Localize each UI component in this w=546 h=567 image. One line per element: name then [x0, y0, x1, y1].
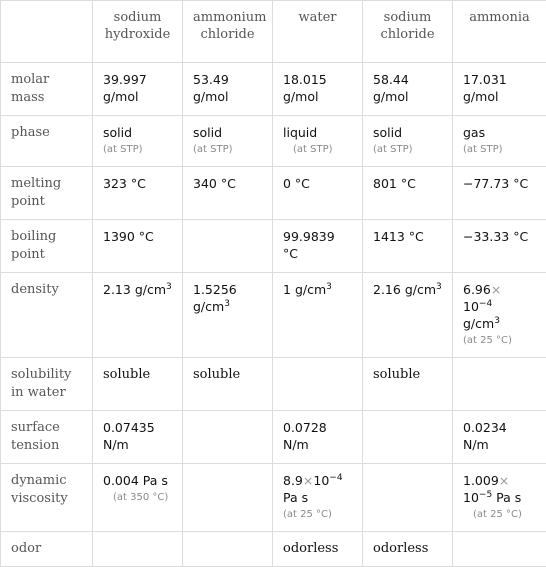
- unit-exponent: 3: [436, 282, 442, 292]
- condition-note: (at STP): [103, 142, 172, 158]
- table-cell: [363, 116, 453, 167]
- table-cell: [183, 273, 273, 358]
- unit: g/cm: [135, 282, 166, 297]
- power-base: 10: [463, 299, 479, 314]
- cell-value: solid: [193, 125, 222, 140]
- table-cell: odorless: [363, 532, 453, 567]
- unit-exponent: 3: [326, 282, 332, 292]
- table-cell: [183, 464, 273, 532]
- unit: Pa s: [283, 490, 308, 505]
- table-cell: [363, 464, 453, 532]
- table-cell: [273, 116, 363, 167]
- cell-value: 8.9: [283, 473, 303, 488]
- row-label: phase: [1, 116, 93, 167]
- column-header-sodium-hydroxide: sodium hydroxide: [93, 1, 183, 63]
- unit: g/cm: [193, 299, 224, 314]
- unit-exponent: 3: [166, 282, 172, 292]
- table-cell: [453, 464, 546, 532]
- column-header-water: water: [273, 1, 363, 63]
- condition-note: (at STP): [283, 142, 352, 158]
- column-header-sodium-chloride: sodium chloride: [363, 1, 453, 63]
- table-cell: 0.0234 N/m: [453, 411, 546, 464]
- unit: g/cm: [463, 316, 494, 331]
- table-cell: −33.33 °C: [453, 220, 546, 273]
- row-label: melting point: [1, 167, 93, 220]
- column-header-ammonium-chloride: ammonium chloride: [183, 1, 273, 63]
- table-cell: 340 °C: [183, 167, 273, 220]
- table-cell: 1413 °C: [363, 220, 453, 273]
- table-row-melting-point: [1, 167, 546, 220]
- row-label: odor: [1, 532, 93, 567]
- corner-cell: [1, 1, 93, 63]
- row-label: molar mass: [1, 63, 93, 116]
- condition-note: (at 350 °C): [103, 490, 172, 506]
- table-row-solubility: [1, 358, 546, 411]
- cell-value: 1.009: [463, 473, 499, 488]
- power-base: 10: [463, 490, 479, 505]
- table-cell: [453, 273, 546, 358]
- cell-value: 0.004 Pa s: [103, 473, 168, 488]
- table-cell: 801 °C: [363, 167, 453, 220]
- cell-value: 1: [283, 282, 291, 297]
- table-cell: −77.73 °C: [453, 167, 546, 220]
- table-cell: [453, 358, 546, 411]
- condition-note: (at STP): [373, 142, 442, 158]
- table-cell: 1390 °C: [93, 220, 183, 273]
- table-row-odor: [1, 532, 546, 567]
- table-cell: 58.44 g/mol: [363, 63, 453, 116]
- condition-note: (at STP): [193, 142, 262, 158]
- unit-exponent: 3: [494, 316, 500, 326]
- cell-value: 2.16: [373, 282, 401, 297]
- table-cell: [93, 116, 183, 167]
- cell-value: solid: [103, 125, 132, 140]
- table-cell: soluble: [363, 358, 453, 411]
- table-cell: 17.031 g/mol: [453, 63, 546, 116]
- column-header-ammonia: ammonia: [453, 1, 546, 63]
- unit-exponent: 3: [224, 299, 230, 309]
- cell-value: 2.13: [103, 282, 131, 297]
- cell-value: solid: [373, 125, 402, 140]
- row-label: dynamic viscosity: [1, 464, 93, 532]
- table-cell: 39.997 g/mol: [93, 63, 183, 116]
- table-cell: [453, 532, 546, 567]
- table-row-density: [1, 273, 546, 358]
- power-exponent: −4: [329, 473, 342, 483]
- condition-note: (at 25 °C): [283, 507, 352, 523]
- table-cell: [183, 532, 273, 567]
- table-cell: [93, 532, 183, 567]
- cell-value: 6.96: [463, 282, 491, 297]
- row-label: surface tension: [1, 411, 93, 464]
- cell-value: 1.5256: [193, 282, 237, 297]
- table-row-molar-mass: [1, 63, 546, 116]
- table-cell: [183, 116, 273, 167]
- table-cell: [273, 273, 363, 358]
- unit: Pa s: [496, 490, 521, 505]
- table-cell: odorless: [273, 532, 363, 567]
- table-cell: [273, 464, 363, 532]
- table-cell: [183, 220, 273, 273]
- table-cell: [183, 411, 273, 464]
- table-cell: soluble: [93, 358, 183, 411]
- table-cell: 99.9839 °C: [273, 220, 363, 273]
- table-cell: 323 °C: [93, 167, 183, 220]
- unit: g/cm: [405, 282, 436, 297]
- table-cell: 0.07435 N/m: [93, 411, 183, 464]
- times-sign: ×: [303, 473, 313, 488]
- power-exponent: −5: [479, 490, 492, 500]
- row-label: solubility in water: [1, 358, 93, 411]
- cell-value: liquid: [283, 125, 317, 140]
- table-cell: [273, 358, 363, 411]
- table-row-viscosity: [1, 464, 546, 532]
- table-row-boiling-point: [1, 220, 546, 273]
- table-cell: soluble: [183, 358, 273, 411]
- cell-value: gas: [463, 125, 485, 140]
- condition-note: (at STP): [463, 142, 536, 158]
- condition-note: (at 25 °C): [463, 507, 536, 523]
- unit: g/cm: [295, 282, 326, 297]
- times-sign: ×: [499, 473, 509, 488]
- row-label: density: [1, 273, 93, 358]
- table-cell: [363, 273, 453, 358]
- table-row-phase: [1, 116, 546, 167]
- table-cell: 0.0728 N/m: [273, 411, 363, 464]
- power-base: 10: [313, 473, 329, 488]
- table-cell: 0 °C: [273, 167, 363, 220]
- times-sign: ×: [491, 282, 501, 297]
- table-cell: 18.015 g/mol: [273, 63, 363, 116]
- row-label: boiling point: [1, 220, 93, 273]
- header-row: [1, 1, 546, 63]
- table-cell: 53.49 g/mol: [183, 63, 273, 116]
- table-cell: [93, 464, 183, 532]
- condition-note: (at 25 °C): [463, 333, 536, 349]
- power-exponent: −4: [479, 299, 492, 309]
- table-cell: [453, 116, 546, 167]
- table-row-surface-tension: [1, 411, 546, 464]
- table-cell: [363, 411, 453, 464]
- table-cell: [93, 273, 183, 358]
